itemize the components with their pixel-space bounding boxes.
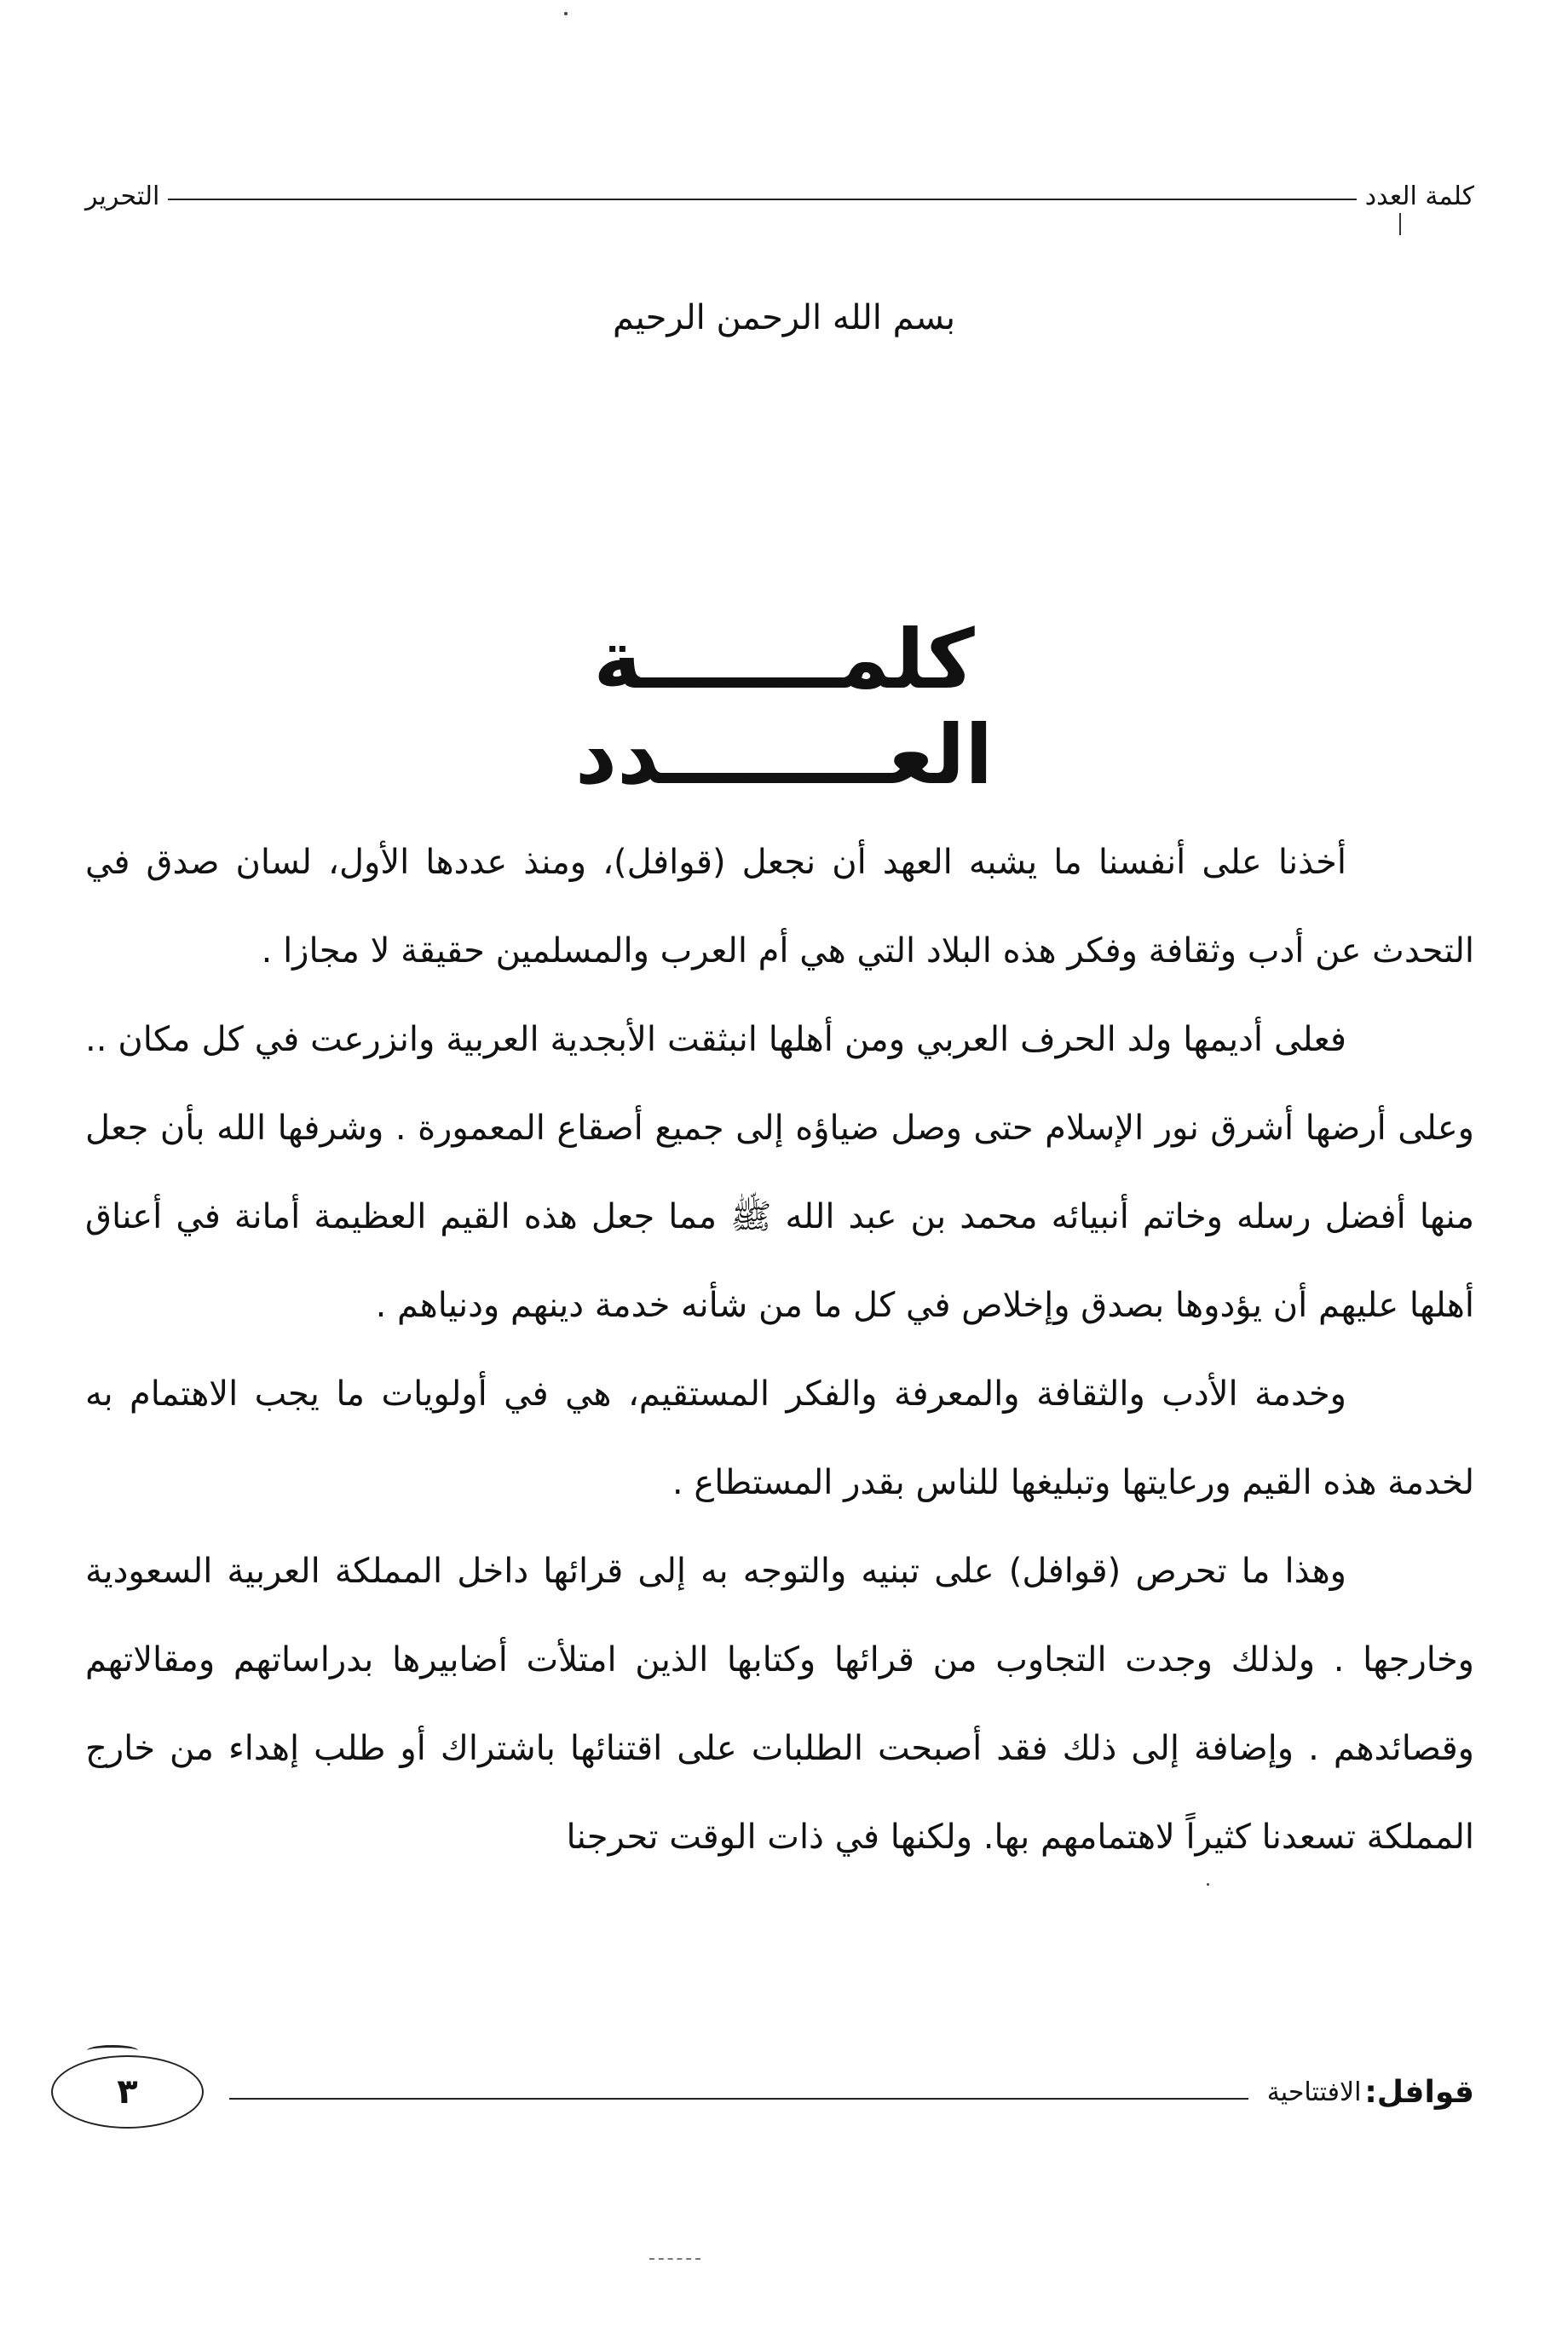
paragraph: أخذنا على أنفسنا ما يشبه العهد أن نجعل (قوافل)، ومنذ عددها الأول، لسان صدق في التحدث عن أدب وثقافة وفكر هذه البلاد التي هي أم العرب والمسلمين حقيقة لا مجازا . bbox=[85, 843, 1474, 971]
footer-rule bbox=[229, 2098, 1248, 2100]
scan-mark bbox=[649, 2258, 700, 2260]
running-header bbox=[85, 170, 1474, 222]
article-body bbox=[85, 818, 1474, 1881]
basmala: بسم الله الرحمن الرحيم bbox=[612, 298, 956, 337]
page-title: كلمـــــــة العــــــــدد bbox=[574, 612, 994, 803]
paragraph: وهذا ما تحرص (قوافل) على تبنيه والتوجه به إلى قرائها داخل المملكة العربية السعودية وخارجها . ولذلك وجدت التجاوب من قرائها وكتابها الذين امتلأت أضابيرها بدراساتهم ومقالاتهم وقصائدهم . وإضافة إلى ذلك فقد أصبحت الطلبات على اقتنائها باشتراك أو طلب إهداء من خارج المملكة تسعدنا كثيراً لاهتمامهم بها. ولكنها في ذات الوقت تحرجنا bbox=[85, 1552, 1474, 1857]
paragraph: فعلى أديمها ولد الحرف العربي ومن أهلها انبثقت الأبجدية العربية وانزرعت في كل مكان .. وعلى أرضها أشرق نور الإسلام حتى وصل ضياؤه إلى جميع أصقاع المعمورة . وشرفها الله بأن جعل منها أفضل رسله وخاتم أنبيائه محمد بن عبد الله ﷺ مما جعل هذه القيم العظيمة أمانة في أعناق أهلها عليهم أن يؤدوها بصدق وإخلاص في كل ما من شأنه خدمة دينهم ودنياهم . bbox=[85, 1020, 1474, 1325]
header-rule bbox=[168, 199, 1356, 200]
page-number: ٣ bbox=[117, 2072, 138, 2112]
header-editor-label: التحرير bbox=[85, 181, 160, 211]
footer-section-name: الافتتاحية bbox=[1266, 2077, 1362, 2107]
scan-speck bbox=[564, 12, 568, 15]
header-tick-mark bbox=[1399, 213, 1401, 235]
footer-journal-name: قوافل: bbox=[1364, 2074, 1474, 2110]
flourish-ornament bbox=[87, 2045, 138, 2056]
scan-speck bbox=[1207, 1883, 1209, 1886]
page-number-badge bbox=[51, 2055, 204, 2129]
paragraph: وخدمة الأدب والثقافة والمعرفة والفكر المستقيم، هي في أولويات ما يجب الاهتمام به لخدمة هذه القيم ورعايتها وتبليغها للناس بقدر المستطاع . bbox=[85, 1374, 1474, 1502]
page-footer bbox=[51, 2054, 1474, 2130]
header-section-title: كلمة العدد bbox=[1364, 181, 1474, 211]
